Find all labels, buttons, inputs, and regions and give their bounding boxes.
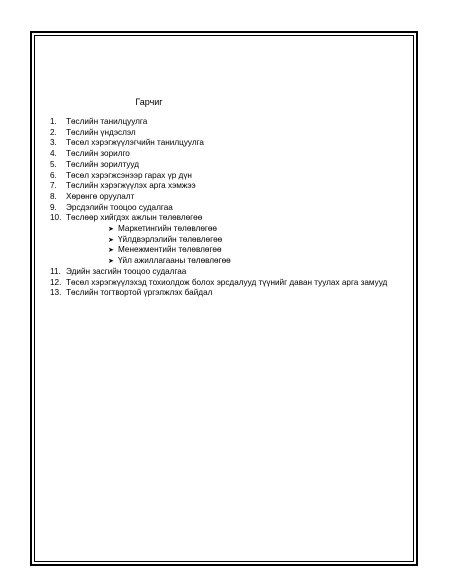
item-number: 10. (50, 213, 62, 223)
sub-list-item (50, 224, 400, 235)
arrow-bullet-icon: ➤ (108, 246, 114, 255)
item-number: 2. (50, 127, 57, 137)
item-text: Төсөл хэрэгжсэнээр гарах үр дүн (66, 170, 192, 180)
item-number: 6. (50, 170, 57, 180)
item-text: Төслөөр хийгдэх ажлын төлөвлөгөө (66, 213, 203, 223)
item-number: 1. (50, 117, 57, 126)
item-number: 5. (50, 159, 57, 169)
table-of-contents (50, 117, 400, 299)
document-title: Гарчиг (135, 97, 163, 107)
sub-item-text: Маркетингийн төлөвлөгөө (118, 224, 217, 234)
item-number: 11. (50, 266, 61, 276)
item-number: 8. (50, 191, 57, 201)
sub-list-item (50, 235, 400, 246)
item-text: Төслийн хэрэгжүүлэх арга хэмжээ (66, 181, 196, 191)
item-text: Төслийн зорилтууд (66, 159, 140, 169)
item-text: Эдийн засгийн тооцоо судалгаа (66, 266, 187, 276)
list-item (50, 171, 400, 182)
sub-list-item (50, 256, 400, 267)
list-item (50, 138, 400, 149)
arrow-bullet-icon: ➤ (108, 235, 114, 244)
item-text: Төслийн зорилго (66, 149, 130, 159)
item-number: 9. (50, 202, 57, 212)
item-text: Төслийн тогтвортой үргэлжлэх байдал (66, 288, 213, 298)
arrow-bullet-icon: ➤ (108, 257, 114, 266)
item-text: Эрсдэлийн тооцоо судалгаа (66, 202, 173, 212)
list-item (50, 117, 400, 128)
sub-item-text: Үйл ажиллагааны төлөвлөгөө (118, 256, 231, 266)
list-item (50, 181, 400, 192)
item-number: 12. (50, 277, 62, 287)
sub-item-text: Менежментийн төлөвлөгөө (118, 245, 222, 255)
arrow-bullet-icon: ➤ (108, 225, 114, 234)
sub-list-item (50, 245, 400, 256)
item-number: 3. (50, 138, 57, 148)
sub-item-text: Үйлдвэрлэлийн төлөвлөгөө (118, 234, 223, 244)
item-text: Төсөл хэрэгжүүлэхэд тохиолдож болох эрсдалууд түүнийг даван туулах арга замууд (66, 277, 388, 287)
item-text: Төслийн үндэслэл (66, 127, 136, 137)
list-item (50, 192, 400, 203)
item-number: 13. (50, 288, 62, 298)
list-item (50, 288, 400, 299)
list-item (50, 267, 400, 278)
list-item (50, 213, 400, 224)
list-item (50, 160, 400, 171)
list-item (50, 278, 400, 289)
item-text: Хөрөнгө оруулалт (66, 191, 135, 201)
list-item (50, 203, 400, 214)
list-item (50, 149, 400, 160)
list-item (50, 128, 400, 139)
item-text: Төсөл хэрэгжүүлэгчийн танилцуулга (66, 138, 204, 148)
item-number: 4. (50, 149, 57, 159)
item-number: 7. (50, 181, 57, 191)
item-text: Төслийн танилцуулга (66, 117, 148, 126)
